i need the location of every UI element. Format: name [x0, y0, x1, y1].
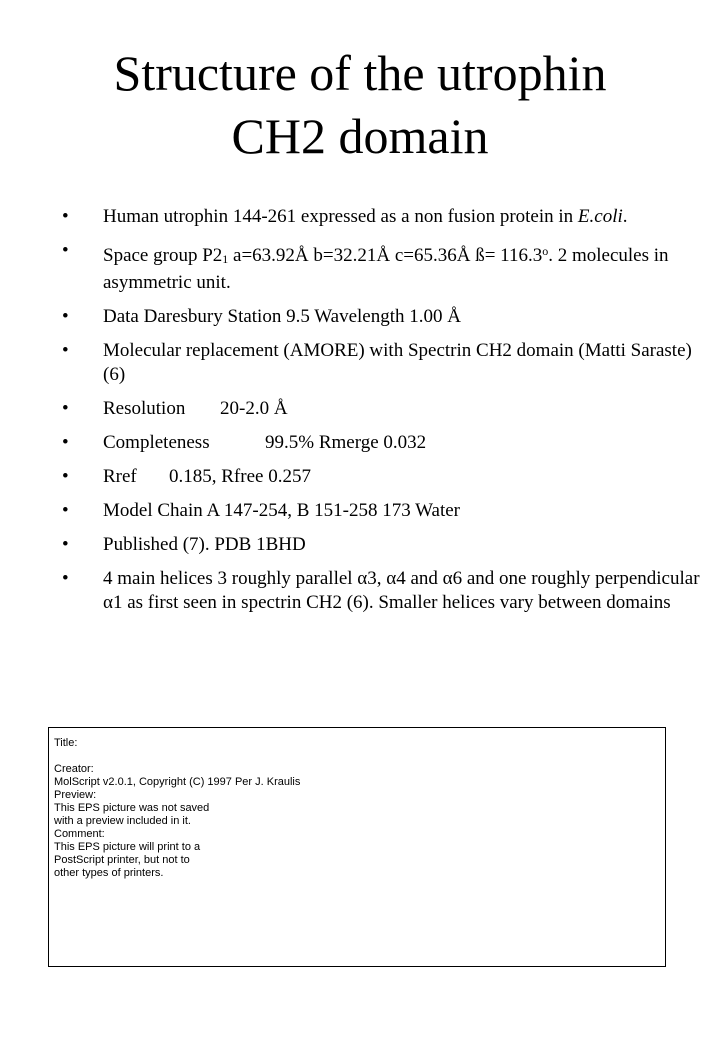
bullet-label: Completeness	[103, 432, 210, 453]
bullet-list	[60, 205, 700, 625]
bullet-marker: •	[62, 500, 69, 521]
list-item	[60, 465, 700, 489]
page-title	[0, 42, 720, 168]
bullet-label: Rref	[103, 466, 137, 487]
eps-line: Preview:	[54, 789, 97, 801]
eps-line: with a preview included in it.	[54, 815, 191, 827]
list-item	[60, 533, 700, 557]
bullet-marker: •	[62, 306, 69, 327]
eps-line: other types of printers.	[54, 867, 164, 879]
bullet-text: Human utrophin 144-261 expressed as a non fusion protein in	[103, 206, 578, 227]
bullet-text: .	[622, 206, 628, 227]
superscript: o	[542, 244, 549, 258]
bullet-value: 99.5% Rmerge 0.032	[265, 432, 427, 453]
list-item	[60, 339, 700, 387]
eps-line: Comment:	[54, 828, 105, 840]
bullet-text: . 2 molecules in asymmetric unit.	[103, 245, 669, 293]
bullet-marker: •	[62, 398, 69, 419]
eps-line: MolScript v2.0.1, Copyright (C) 1997 Per J. Kraulis	[54, 776, 301, 788]
bullet-text: a=63.92Å b=32.21Å c=65.36Å ß= 116.3	[228, 245, 543, 266]
bullet-label: Resolution	[103, 398, 186, 419]
bullet-marker: •	[62, 534, 69, 555]
bullet-text: Molecular replacement (AMORE) with Spectrin CH2 domain (Matti Saraste)(6)	[103, 340, 692, 385]
subscript: 1	[222, 252, 229, 266]
list-item	[60, 305, 700, 329]
title-line-1: Structure of the utrophin	[113, 45, 607, 101]
list-item	[60, 499, 700, 523]
bullet-marker: •	[62, 206, 69, 227]
eps-line: This EPS picture was not saved	[54, 802, 210, 814]
bullet-value: 20-2.0 Å	[220, 398, 288, 419]
list-item	[60, 431, 700, 455]
bullet-marker: •	[62, 568, 69, 589]
eps-line	[54, 750, 665, 763]
list-item	[60, 567, 700, 615]
bullet-text: Published (7). PDB 1BHD	[103, 534, 306, 555]
list-item	[60, 239, 700, 295]
eps-line: Title:	[54, 737, 78, 749]
list-item	[60, 205, 700, 229]
bullet-marker: •	[62, 466, 69, 487]
bullet-text: Space group P2	[103, 245, 223, 266]
bullet-marker: •	[62, 340, 69, 361]
bullet-text-italic: E.coli	[577, 206, 623, 227]
bullet-marker: •	[62, 432, 69, 453]
bullet-text: 4 main helices 3 roughly parallel α3, α4 and α6 and one roughly perpendicular α1 as first seen in spectrin CH2 (6). Smaller helices vary between domains	[103, 568, 700, 613]
bullet-value: 0.185, Rfree 0.257	[169, 466, 311, 487]
eps-line: This EPS picture will print to a	[54, 841, 201, 853]
list-item	[60, 397, 700, 421]
bullet-marker: •	[62, 240, 69, 261]
eps-line: Creator:	[54, 763, 94, 775]
bullet-text: Model Chain A 147-254, B 151-258 173 Water	[103, 500, 460, 521]
bullet-text: Data Daresbury Station 9.5 Wavelength 1.00 Å	[103, 306, 461, 327]
eps-preview-placeholder	[48, 727, 666, 967]
eps-line: PostScript printer, but not to	[54, 854, 190, 866]
title-line-2: CH2 domain	[231, 108, 489, 164]
